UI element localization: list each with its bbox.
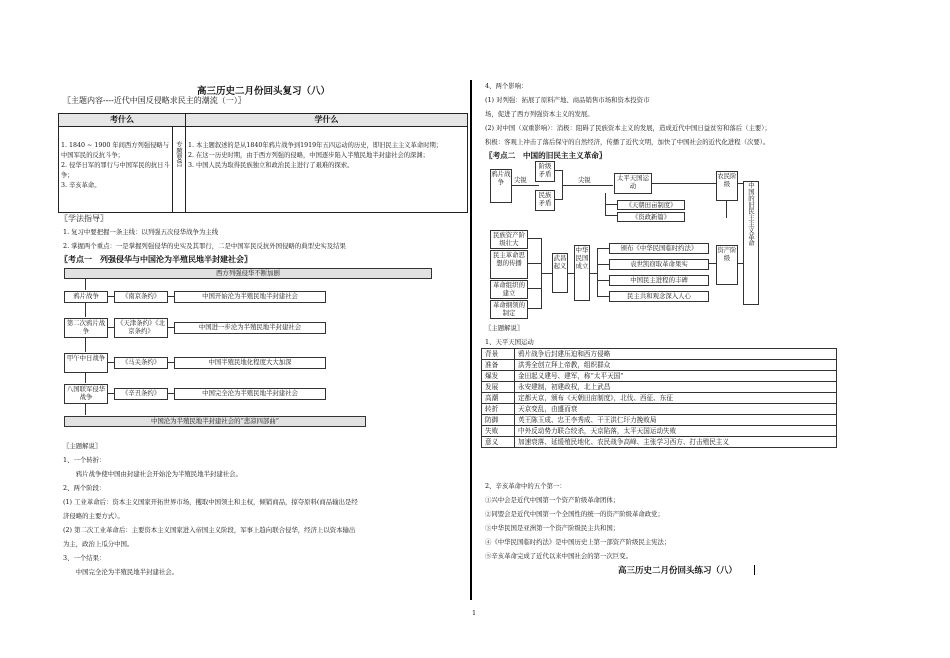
- point1-bottom: 中国沦为半殖民地半封建社会的“悲凉四部曲”: [64, 416, 366, 427]
- left-item: 3. 辛亥革命。: [61, 182, 101, 189]
- influence-line: (1) 对列强：拓展了原料产地、商品销售市场和资本投资市: [485, 96, 650, 104]
- xinhai-item: ②同盟会是近代中国第一个全国性的统一的资产阶级革命政党；: [485, 510, 664, 518]
- head-right: 学什么: [185, 114, 467, 127]
- taiping-table: [481, 348, 837, 448]
- treaty-box: 《辛丑条约》: [114, 388, 168, 400]
- right-item: 2. 在这一历史时期，由于西方列强的侵略，中国逐步陷入半殖民地半封建社会的深渊；: [187, 152, 429, 159]
- right-item: 3. 中国人民为取得民族独立和政治民主进行了艰难的探索。: [187, 162, 354, 169]
- method-header: 〖学法指导〗: [60, 214, 108, 223]
- mid-label: 专题要旨: [174, 141, 183, 167]
- class-conflict-box: 阶级矛盾: [535, 161, 555, 182]
- peasant-box: 农民阶级: [716, 171, 738, 201]
- influence-line: 场，促进了西方列强资本主义的发展。: [485, 110, 594, 118]
- head-left: 考什么: [59, 114, 186, 127]
- xinhai-item: ④《中华民国临时约法》是中国历史上第一部资产阶级民主宪法；: [485, 538, 671, 546]
- left-cell: [59, 127, 173, 213]
- war-box: 甲午中日战争: [64, 353, 108, 373]
- sharp2-label: 尖锐: [578, 176, 591, 184]
- analysis2-sub: 1、天平天国运动: [485, 338, 534, 346]
- analysis1-line: (1) 工业革命后：资本主义国家开拓世界市场，攫取中国领土和主权，倾销商品，掠夺原料(商品输出是经: [63, 498, 358, 506]
- treaty-box: 《天津条约》《北京条约》: [114, 318, 168, 338]
- influence-line: 积极：客观上冲击了落后保守的自然经济，传播了近代文明，加快了中国社会的近代化进程（次要）。: [485, 138, 770, 146]
- sharp-label: 尖锐: [514, 176, 527, 184]
- influence-line: (2) 对中国（双重影响）：消极：阻碍了民族资本主义的发展，造成近代中国日益贫穷和落后（主要）；: [485, 124, 771, 132]
- table-row: 失败 中外反动势力联合绞杀，天京陷落，太平天国运动失败: [482, 426, 837, 437]
- analysis1-line: 中国完全沦为半殖民地半封建社会。: [63, 568, 179, 576]
- practice-title: 高三历史二月份回头练习（八）: [618, 566, 738, 576]
- wuchang-box: 武昌起义: [552, 253, 568, 293]
- point1-header: 〖考点一 列强侵华与中国沦为半殖民地半封建社会〗: [60, 254, 252, 264]
- war-box: 鸦片战争: [64, 291, 108, 303]
- table-row: 转折 天京变乱，由盛而衰: [482, 404, 837, 415]
- result-box: 中国完全沦为半殖民地半封建社会: [174, 388, 326, 400]
- point2-header: 〖考点二 中国的旧民主主义革命〗: [485, 151, 607, 160]
- result-box: 中国半殖民地化程度大大加深: [174, 357, 326, 369]
- left-item: 2. 侵华日军的罪行与中国军民的抗日斗争；: [61, 162, 170, 179]
- side-box: [743, 181, 759, 305]
- analysis1-line: 鸦片战争使中国由封建社会开始沦为半殖民地半封建社会。: [63, 470, 242, 478]
- table-row: 防御 英王陈玉成、忠王李秀成、干王洪仁玕力挽败局: [482, 415, 837, 426]
- result-box: 中国开始沦为半殖民地半封建社会: [174, 291, 326, 303]
- influence-line: 4、两个影响：: [485, 82, 528, 90]
- result-box: 中国进一步沦为半殖民地半封建社会: [174, 322, 326, 334]
- page-title: 高三历史二月份回头复习（八）: [197, 86, 331, 97]
- analysis1-line: 3、一个结果：: [63, 554, 106, 562]
- study-table: [58, 113, 468, 213]
- page-number: 1: [472, 609, 477, 617]
- analysis1-line: 2、两个阶段：: [63, 484, 106, 492]
- mid-label-cell: [172, 127, 185, 213]
- right-result: 颁布《中华民国临时约法》: [609, 243, 709, 254]
- side-label: 中国的旧民主主义革命: [747, 182, 755, 246]
- table-row: 意义 加速衰落、延缓殖民地化、农民战争高峰、主张学习西方、打击殖民主义: [482, 437, 837, 448]
- war-box: 八国联军侵华战争: [64, 384, 108, 404]
- right-cell: [185, 127, 467, 213]
- right-item: 1. 本主题叙述的是从1840年鸦片战争到1919年五四运动的历史，即旧民主主义革命时期；: [187, 142, 443, 149]
- land-system-box: 《天朝田亩制度》: [617, 200, 685, 210]
- analysis1-line: 1、一个转折：: [63, 456, 106, 464]
- left-factor: 民主革命思想的传播: [490, 250, 528, 279]
- method-line: 2. 掌握两个重点：一是掌握列强侵华的史实及其罪行，二是中国军民反抗外国侵略的典型史实及结果: [63, 242, 346, 250]
- bourgeois-box: 资产阶级: [716, 245, 738, 285]
- right-result: 中国民主进程的丰碑: [609, 275, 709, 286]
- column-divider: [470, 80, 472, 600]
- right-result: 民主共和观念深入人心: [609, 291, 709, 302]
- theme-line: 〖主题内容----近代中国反侵略求民主的潮流（一）〗: [63, 96, 246, 105]
- treaty-box: 《南京条约》: [114, 291, 168, 303]
- new-chapter-box: 《资政新篇》: [617, 212, 685, 222]
- war-box: 第二次鸦片战争: [64, 318, 108, 338]
- table-row: 准备 洪秀全创立拜上帝教，组织群众: [482, 360, 837, 371]
- xinhai-item: ③中华民国是亚洲第一个资产阶级民主共和国；: [485, 524, 620, 532]
- xinhai-item: ①兴中会是近代中国第一个资产阶级革命团体；: [485, 496, 620, 504]
- table-row: 高潮 定都天京，颁布《天朝田亩制度》，北伐、西征、东征: [482, 393, 837, 404]
- analysis2-header: 〖主题解说〗: [485, 324, 524, 332]
- analysis1-header: 〖主题解说〗: [63, 442, 102, 450]
- analysis1-line: 济侵略的主要方式）。: [63, 512, 124, 520]
- analysis1-line: 为主，政治上瓜分中国。: [63, 540, 134, 548]
- opium-war-box: 鸦片战争: [490, 169, 512, 203]
- point1-top: 西方列强侵华不断加剧: [64, 268, 432, 279]
- table-row: 背景 鸦片战争后封建压迫和西方侵略: [482, 349, 837, 360]
- xinhai-title: 2、辛亥革命中的五个第一：: [485, 482, 566, 490]
- taiping-box: 太平天国运动: [614, 173, 652, 194]
- left-factor: 革命纲领的制定: [490, 300, 528, 319]
- right-result: 袁世凯窃取革命果实: [609, 259, 709, 270]
- rop-box: 中华民国成立: [574, 245, 590, 301]
- treaty-box: 《马关条约》: [114, 357, 168, 369]
- left-item: 1. 1840 ~ 1900 年间西方列强侵略与中国军民的反抗斗争；: [61, 142, 170, 159]
- table-row: 爆发 金田起义建号、建军，称“太平天国”: [482, 371, 837, 382]
- nation-conflict-box: 民族矛盾: [535, 190, 555, 211]
- method-line: 1. 复习中要把握一条主线：以列强五次侵华战争为主线: [63, 228, 219, 236]
- xinhai-item: ⑤辛亥革命完成了近代以来中国社会的第一次巨变。: [485, 552, 632, 560]
- table-row: 发展 永安建制，初建政权，北上武昌: [482, 382, 837, 393]
- text-cursor: [754, 565, 755, 575]
- left-factor: 革命组织的建立: [490, 280, 528, 299]
- left-factor: 民族资产阶级壮大: [490, 230, 528, 249]
- analysis1-line: (2) 第二次工业革命后：主要资本主义国家进入帝国主义阶段，军事上趋向联合侵华，经济上以资本输出: [63, 526, 356, 534]
